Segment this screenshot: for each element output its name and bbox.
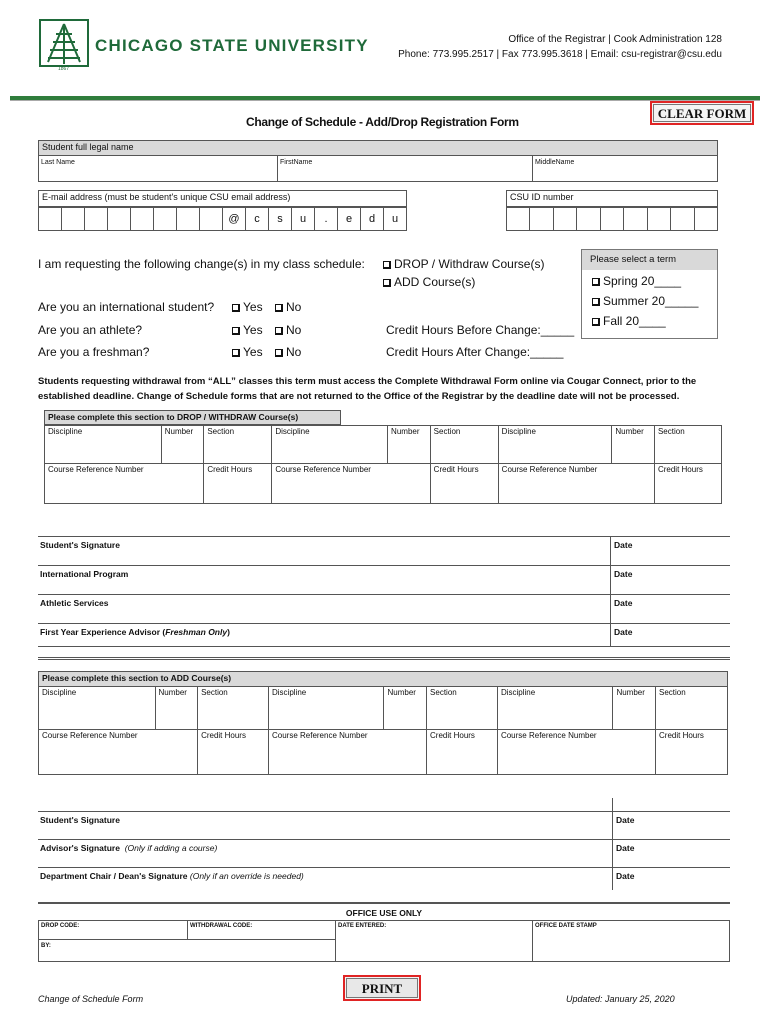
csu-id-cell[interactable] — [601, 207, 624, 231]
email-field[interactable] — [38, 207, 407, 231]
seal-year: 1867 — [58, 66, 70, 72]
csu-id-cell[interactable] — [506, 207, 530, 231]
footer-updated: Updated: January 25, 2020 — [566, 994, 675, 1004]
office-use-box — [38, 902, 730, 960]
drop-discipline-2[interactable]: Discipline — [272, 426, 388, 464]
by-field[interactable]: BY: — [38, 939, 336, 962]
university-name: CHICAGO STATE UNIVERSITY — [95, 36, 369, 55]
drop-crn-1[interactable]: Course Reference Number — [45, 464, 204, 504]
checkbox-icon — [275, 349, 283, 357]
drop-credit-hours-2[interactable]: Credit Hours — [430, 464, 498, 504]
freshman-advisor-signature-line[interactable]: First Year Experience Advisor (Freshman Only) Date — [38, 624, 730, 647]
csu-id-cell[interactable] — [577, 207, 600, 231]
email-char-cell[interactable] — [85, 207, 108, 231]
drop-section-header: Please complete this section to DROP / WITHDRAW Course(s) — [44, 410, 341, 425]
csu-id-cell[interactable] — [695, 207, 718, 231]
drop-number-1[interactable]: Number — [161, 426, 204, 464]
advisor-signature-line[interactable]: Advisor's Signature (Only if adding a course) Date — [38, 840, 730, 868]
add-discipline-2[interactable]: Discipline — [268, 687, 384, 730]
email-suffix-char: @ — [223, 207, 246, 231]
dept-chair-signature-line[interactable]: Department Chair / Dean's Signature (Only if an override is needed) Date — [38, 868, 730, 890]
request-intro: I am requesting the following change(s) in my class schedule: — [38, 257, 365, 271]
office-date-stamp-field[interactable]: OFFICE DATE STAMP — [532, 920, 730, 962]
email-char-cell[interactable] — [62, 207, 85, 231]
checkbox-icon — [275, 304, 283, 312]
drop-section-1[interactable]: Section — [204, 426, 272, 464]
email-char-cell[interactable] — [131, 207, 154, 231]
drop-code-field[interactable]: DROP CODE: — [38, 920, 188, 940]
checkbox-icon — [383, 261, 391, 269]
term-selector — [581, 249, 718, 339]
international-program-signature-line[interactable]: International Program Date — [38, 566, 730, 595]
athlete-yes[interactable]: Yes — [232, 323, 263, 337]
csu-id-cell[interactable] — [624, 207, 647, 231]
email-char-cell[interactable] — [154, 207, 177, 231]
add-number-3[interactable]: Number — [613, 687, 656, 730]
office-contact — [380, 32, 722, 62]
freshman-yes[interactable]: Yes — [232, 345, 263, 359]
email-suffix-char: s — [269, 207, 292, 231]
header-rule-shadow — [10, 100, 760, 101]
email-char-cell[interactable] — [108, 207, 131, 231]
credit-hours-before[interactable]: Credit Hours Before Change:_____ — [386, 323, 575, 337]
csu-id-cell[interactable] — [671, 207, 694, 231]
drop-section-3[interactable]: Section — [654, 426, 721, 464]
drop-signatures — [38, 536, 730, 646]
add-section-2[interactable]: Section — [427, 687, 498, 730]
csu-id-cell[interactable] — [554, 207, 577, 231]
term-spring[interactable]: Spring 20____ — [582, 270, 717, 288]
add-crn-2[interactable]: Course Reference Number — [268, 730, 426, 775]
email-suffix-char: d — [361, 207, 384, 231]
add-section-3[interactable]: Section — [656, 687, 728, 730]
office-line: Office of the Registrar | Cook Administration 128 — [508, 34, 722, 45]
email-label: E-mail address (must be student's unique CSU email address) — [38, 190, 407, 207]
last-name-field[interactable]: Last Name — [38, 155, 278, 182]
date-entered-field[interactable]: DATE ENTERED: — [335, 920, 533, 962]
checkbox-icon — [232, 304, 240, 312]
checkbox-icon — [383, 279, 391, 287]
question-international: Are you an international student? — [38, 300, 215, 314]
drop-crn-2[interactable]: Course Reference Number — [272, 464, 430, 504]
add-discipline-3[interactable]: Discipline — [497, 687, 613, 730]
csu-id-field[interactable] — [506, 207, 718, 231]
add-credit-hours-1[interactable]: Credit Hours — [198, 730, 269, 775]
international-yes[interactable]: Yes — [232, 300, 263, 314]
section-divider — [38, 657, 730, 660]
add-crn-3[interactable]: Course Reference Number — [497, 730, 655, 775]
csu-id-label: CSU ID number — [506, 190, 718, 207]
term-summer[interactable]: Summer 20_____ — [582, 288, 717, 308]
athlete-no[interactable]: No — [275, 323, 301, 337]
add-section-1[interactable]: Section — [198, 687, 269, 730]
checkbox-icon — [275, 327, 283, 335]
email-char-cell[interactable] — [177, 207, 200, 231]
drop-number-2[interactable]: Number — [388, 426, 431, 464]
email-suffix-char: c — [246, 207, 269, 231]
drop-discipline-3[interactable]: Discipline — [498, 426, 612, 464]
email-suffix-char: u — [292, 207, 315, 231]
drop-credit-hours-1[interactable]: Credit Hours — [204, 464, 272, 504]
add-course-table — [38, 686, 728, 775]
checkbox-icon — [592, 278, 600, 286]
add-number-2[interactable]: Number — [384, 687, 427, 730]
contact-line: Phone: 773.995.2517 | Fax 773.995.3618 | Email: csu-registrar@csu.edu — [398, 49, 722, 60]
drop-discipline-1[interactable]: Discipline — [45, 426, 162, 464]
email-char-cell[interactable] — [38, 207, 62, 231]
drop-crn-3[interactable]: Course Reference Number — [498, 464, 654, 504]
email-suffix-char: e — [338, 207, 361, 231]
withdrawal-notice: Students requesting withdrawal from “ALL” classes this term must access the Complete Withdrawal Form online via Cougar Connect, prior to the established deadline. Change of Schedule forms that are not returned to the Office of the Registrar by the deadline date will not be processed. — [38, 376, 697, 402]
clear-form-button[interactable]: CLEAR FORM — [650, 101, 754, 125]
drop-number-3[interactable]: Number — [612, 426, 655, 464]
athletic-services-signature-line[interactable]: Athletic Services Date — [38, 595, 730, 624]
drop-credit-hours-3[interactable]: Credit Hours — [654, 464, 721, 504]
checkbox-icon — [592, 318, 600, 326]
print-button[interactable]: PRINT — [343, 975, 421, 1001]
add-credit-hours-3[interactable]: Credit Hours — [656, 730, 728, 775]
freshman-no[interactable]: No — [275, 345, 301, 359]
drop-option[interactable]: DROP / Withdraw Course(s) — [383, 257, 544, 271]
office-use-header: OFFICE USE ONLY — [345, 908, 423, 918]
drop-section-2[interactable]: Section — [430, 426, 498, 464]
add-credit-hours-2[interactable]: Credit Hours — [427, 730, 498, 775]
form-title: Change of Schedule - Add/Drop Registration Form — [246, 115, 519, 129]
term-fall[interactable]: Fall 20____ — [582, 308, 717, 328]
student-signature-line[interactable]: Student's Signature Date — [38, 537, 730, 566]
checkbox-icon — [592, 298, 600, 306]
international-no[interactable]: No — [275, 300, 301, 314]
add-section-header: Please complete this section to ADD Course(s) — [38, 671, 728, 687]
footer-form-name: Change of Schedule Form — [38, 994, 144, 1004]
checkbox-icon — [232, 327, 240, 335]
add-option[interactable]: ADD Course(s) — [383, 275, 475, 289]
question-athlete: Are you an athlete? — [38, 323, 143, 337]
email-suffix-char: . — [315, 207, 338, 231]
student-name-header: Student full legal name — [38, 140, 718, 156]
drop-course-table — [44, 425, 722, 504]
add-crn-1[interactable]: Course Reference Number — [39, 730, 198, 775]
withdrawal-code-field[interactable]: WITHDRAWAL CODE: — [187, 920, 336, 940]
csu-id-cell[interactable] — [648, 207, 671, 231]
add-number-1[interactable]: Number — [155, 687, 198, 730]
checkbox-icon — [232, 349, 240, 357]
first-name-field[interactable]: FirstName — [277, 155, 533, 182]
email-char-cell[interactable] — [200, 207, 223, 231]
email-suffix-char: u — [384, 207, 407, 231]
date-column-rule — [612, 798, 613, 812]
add-discipline-1[interactable]: Discipline — [39, 687, 156, 730]
add-signatures — [38, 811, 730, 889]
add-student-signature-line[interactable]: Student's Signature Date — [38, 812, 730, 840]
question-freshman: Are you a freshman? — [38, 345, 150, 359]
term-header: Please select a term — [582, 250, 717, 270]
credit-hours-after[interactable]: Credit Hours After Change:_____ — [386, 345, 564, 359]
csu-id-cell[interactable] — [530, 207, 553, 231]
middle-name-field[interactable]: MiddleName — [532, 155, 718, 182]
